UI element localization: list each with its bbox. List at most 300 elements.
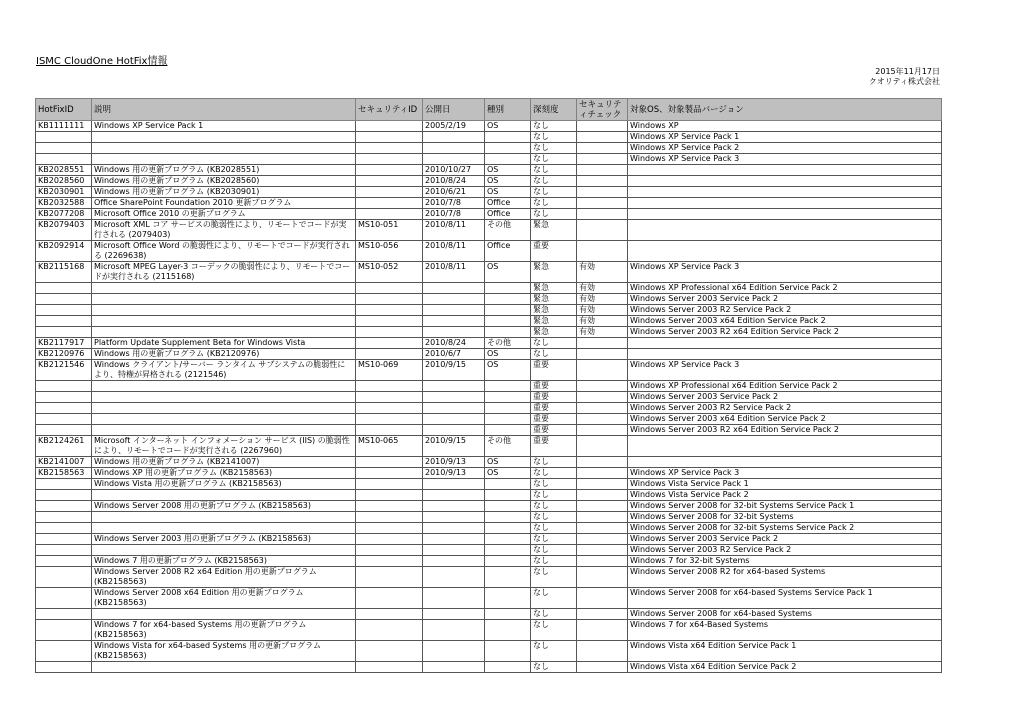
cell-type (485, 567, 531, 588)
col-description: 説明 (92, 99, 356, 121)
cell-hotfix-id (36, 490, 92, 501)
cell-severity: なし (531, 121, 577, 132)
cell-severity: なし (531, 534, 577, 545)
cell-hotfix-id (36, 392, 92, 403)
cell-security-check (577, 641, 628, 662)
table-row (36, 457, 942, 468)
cell-security-check: 有効 (577, 294, 628, 305)
cell-target-os: Windows 7 for 32-bit Systems (628, 556, 942, 567)
cell-publish-date (423, 641, 485, 662)
cell-hotfix-id: KB2028551 (36, 165, 92, 176)
cell-hotfix-id (36, 641, 92, 662)
cell-description (92, 403, 356, 414)
cell-type: OS (485, 187, 531, 198)
cell-hotfix-id: KB2028560 (36, 176, 92, 187)
cell-target-os: Windows Server 2003 R2 x64 Edition Service Pack 2 (628, 425, 942, 436)
cell-security-check (577, 392, 628, 403)
cell-type (485, 283, 531, 294)
table-row (36, 545, 942, 556)
cell-security-id: MS10-052 (356, 262, 423, 283)
cell-hotfix-id (36, 327, 92, 338)
cell-security-check (577, 121, 628, 132)
cell-hotfix-id (36, 132, 92, 143)
cell-publish-date: 2010/6/21 (423, 187, 485, 198)
cell-type (485, 609, 531, 620)
cell-publish-date (423, 501, 485, 512)
cell-hotfix-id (36, 305, 92, 316)
cell-security-id (356, 414, 423, 425)
table-row (36, 381, 942, 392)
cell-security-check (577, 620, 628, 641)
cell-type: Office (485, 241, 531, 262)
cell-target-os: Windows XP (628, 121, 942, 132)
cell-security-id (356, 468, 423, 479)
cell-severity: なし (531, 567, 577, 588)
cell-security-id (356, 381, 423, 392)
cell-security-id (356, 588, 423, 609)
cell-description (92, 609, 356, 620)
cell-description: Microsoft Office Word の脆弱性により、リモートでコードが実行される (2269638) (92, 241, 356, 262)
cell-security-check (577, 523, 628, 534)
cell-security-check (577, 545, 628, 556)
cell-hotfix-id (36, 512, 92, 523)
cell-severity: 重要 (531, 392, 577, 403)
table-row (36, 121, 942, 132)
cell-description: Windows Server 2008 x64 Edition 用の更新プログラム (KB2158563) (92, 588, 356, 609)
cell-severity: なし (531, 662, 577, 673)
cell-type (485, 294, 531, 305)
cell-security-check (577, 501, 628, 512)
cell-security-check: 有効 (577, 327, 628, 338)
cell-target-os: Windows Server 2003 x64 Edition Service Pack 2 (628, 316, 942, 327)
cell-target-os: Windows Vista Service Pack 1 (628, 479, 942, 490)
cell-target-os (628, 436, 942, 457)
cell-type: OS (485, 468, 531, 479)
cell-severity: なし (531, 209, 577, 220)
cell-security-id (356, 523, 423, 534)
cell-publish-date: 2010/8/11 (423, 241, 485, 262)
cell-target-os: Windows Server 2008 for x64-based Systems Service Pack 1 (628, 588, 942, 609)
cell-hotfix-id (36, 283, 92, 294)
cell-type: その他 (485, 338, 531, 349)
cell-description (92, 523, 356, 534)
table-row (36, 176, 942, 187)
cell-target-os: Windows Server 2003 Service Pack 2 (628, 392, 942, 403)
cell-severity: なし (531, 468, 577, 479)
cell-type (485, 512, 531, 523)
cell-security-id (356, 198, 423, 209)
table-row (36, 534, 942, 545)
cell-target-os (628, 176, 942, 187)
cell-type (485, 556, 531, 567)
cell-type (485, 381, 531, 392)
table-row (36, 501, 942, 512)
cell-publish-date: 2010/8/11 (423, 262, 485, 283)
table-row (36, 609, 942, 620)
cell-security-id (356, 349, 423, 360)
cell-security-id: MS10-056 (356, 241, 423, 262)
table-row (36, 327, 942, 338)
table-row (36, 490, 942, 501)
cell-description: Windows 用の更新プログラム (KB2120976) (92, 349, 356, 360)
table-row (36, 154, 942, 165)
cell-target-os (628, 209, 942, 220)
cell-severity: 緊急 (531, 262, 577, 283)
cell-security-id (356, 490, 423, 501)
cell-type: Office (485, 209, 531, 220)
cell-publish-date: 2010/9/13 (423, 457, 485, 468)
cell-type (485, 479, 531, 490)
cell-hotfix-id: KB2117917 (36, 338, 92, 349)
cell-severity: 重要 (531, 414, 577, 425)
cell-security-check (577, 165, 628, 176)
cell-type (485, 143, 531, 154)
cell-security-check (577, 534, 628, 545)
cell-security-id (356, 567, 423, 588)
cell-publish-date: 2005/2/19 (423, 121, 485, 132)
cell-type: OS (485, 349, 531, 360)
col-publish-date: 公開日 (423, 99, 485, 121)
cell-severity: なし (531, 187, 577, 198)
cell-publish-date (423, 523, 485, 534)
table-header-row (36, 99, 942, 121)
cell-security-id (356, 143, 423, 154)
cell-severity: 緊急 (531, 327, 577, 338)
cell-description: Windows 用の更新プログラム (KB2028560) (92, 176, 356, 187)
table-row (36, 403, 942, 414)
cell-severity: なし (531, 154, 577, 165)
cell-security-check (577, 457, 628, 468)
cell-target-os: Windows Server 2008 for 32-bit Systems (628, 512, 942, 523)
cell-publish-date (423, 294, 485, 305)
cell-security-id (356, 545, 423, 556)
cell-description: Platform Update Supplement Beta for Windows Vista (92, 338, 356, 349)
cell-description: Windows クライアント/サーバー ランタイム サブシステムの脆弱性により、特権が昇格される (2121546) (92, 360, 356, 381)
cell-description: Windows XP Service Pack 1 (92, 121, 356, 132)
cell-type: OS (485, 121, 531, 132)
cell-type: OS (485, 262, 531, 283)
table-row (36, 316, 942, 327)
cell-description: Office SharePoint Foundation 2010 更新プログラム (92, 198, 356, 209)
cell-hotfix-id (36, 294, 92, 305)
cell-description: Windows 用の更新プログラム (KB2030901) (92, 187, 356, 198)
cell-severity: なし (531, 349, 577, 360)
cell-severity: 緊急 (531, 316, 577, 327)
cell-type (485, 620, 531, 641)
cell-security-id (356, 338, 423, 349)
cell-target-os (628, 241, 942, 262)
cell-target-os (628, 220, 942, 241)
cell-publish-date: 2010/9/13 (423, 468, 485, 479)
cell-severity: なし (531, 556, 577, 567)
cell-security-id (356, 176, 423, 187)
cell-target-os: Windows Server 2003 Service Pack 2 (628, 294, 942, 305)
cell-type (485, 305, 531, 316)
cell-security-check: 有効 (577, 262, 628, 283)
cell-publish-date (423, 414, 485, 425)
cell-hotfix-id (36, 381, 92, 392)
cell-publish-date (423, 425, 485, 436)
cell-type: OS (485, 176, 531, 187)
cell-type: OS (485, 360, 531, 381)
cell-publish-date (423, 283, 485, 294)
cell-description (92, 662, 356, 673)
cell-severity: なし (531, 165, 577, 176)
cell-publish-date (423, 567, 485, 588)
cell-type (485, 154, 531, 165)
cell-security-id (356, 392, 423, 403)
cell-hotfix-id: KB2079403 (36, 220, 92, 241)
cell-target-os: Windows XP Service Pack 3 (628, 154, 942, 165)
cell-type (485, 641, 531, 662)
cell-security-check: 有効 (577, 305, 628, 316)
cell-type: OS (485, 457, 531, 468)
cell-target-os: Windows Server 2008 R2 for x64-based Systems (628, 567, 942, 588)
cell-security-id (356, 425, 423, 436)
cell-security-id (356, 209, 423, 220)
cell-security-id (356, 316, 423, 327)
cell-security-id: MS10-065 (356, 436, 423, 457)
cell-security-id (356, 132, 423, 143)
table-row (36, 662, 942, 673)
col-security-id: セキュリティID (356, 99, 423, 121)
table-row (36, 220, 942, 241)
cell-publish-date (423, 132, 485, 143)
cell-type (485, 414, 531, 425)
cell-description: Microsoft インターネット インフォメーション サービス (IIS) の脆弱性により、リモートでコードが実行される (2267960) (92, 436, 356, 457)
cell-security-id (356, 641, 423, 662)
cell-target-os (628, 187, 942, 198)
cell-description (92, 154, 356, 165)
table-row (36, 620, 942, 641)
cell-security-check (577, 403, 628, 414)
cell-security-check (577, 468, 628, 479)
cell-type (485, 316, 531, 327)
cell-publish-date (423, 556, 485, 567)
cell-publish-date (423, 143, 485, 154)
col-hotfix-id: HotFixID (36, 99, 92, 121)
cell-hotfix-id (36, 620, 92, 641)
cell-type (485, 523, 531, 534)
cell-security-check (577, 556, 628, 567)
cell-publish-date: 2010/10/27 (423, 165, 485, 176)
cell-type (485, 662, 531, 673)
col-security-check: セキュリティチェック (577, 99, 628, 121)
cell-description: Windows XP 用の更新プログラム (KB2158563) (92, 468, 356, 479)
cell-type: Office (485, 198, 531, 209)
table-row (36, 262, 942, 283)
cell-hotfix-id: KB1111111 (36, 121, 92, 132)
table-row (36, 209, 942, 220)
cell-severity: なし (531, 338, 577, 349)
company-name: クオリティ株式会社 (868, 77, 940, 86)
table-row (36, 198, 942, 209)
cell-severity: なし (531, 176, 577, 187)
cell-severity: 重要 (531, 381, 577, 392)
cell-type (485, 327, 531, 338)
cell-security-check (577, 360, 628, 381)
cell-target-os: Windows Server 2003 x64 Edition Service Pack 2 (628, 414, 942, 425)
cell-severity: 緊急 (531, 220, 577, 241)
cell-publish-date (423, 403, 485, 414)
cell-type (485, 490, 531, 501)
table-row (36, 132, 942, 143)
cell-description (92, 381, 356, 392)
cell-security-check (577, 176, 628, 187)
cell-type: その他 (485, 436, 531, 457)
cell-target-os: Windows XP Professional x64 Edition Service Pack 2 (628, 283, 942, 294)
table-row (36, 165, 942, 176)
cell-description: Windows Server 2003 用の更新プログラム (KB2158563) (92, 534, 356, 545)
table-row (36, 349, 942, 360)
cell-security-check (577, 381, 628, 392)
cell-hotfix-id: KB2032588 (36, 198, 92, 209)
cell-security-check (577, 479, 628, 490)
cell-severity: なし (531, 545, 577, 556)
cell-type (485, 425, 531, 436)
cell-hotfix-id (36, 501, 92, 512)
cell-publish-date (423, 609, 485, 620)
cell-type (485, 501, 531, 512)
table-row (36, 436, 942, 457)
cell-security-id (356, 121, 423, 132)
cell-security-check (577, 349, 628, 360)
cell-description (92, 294, 356, 305)
cell-security-check (577, 198, 628, 209)
cell-hotfix-id (36, 403, 92, 414)
cell-publish-date (423, 662, 485, 673)
cell-hotfix-id: KB2141007 (36, 457, 92, 468)
cell-description (92, 283, 356, 294)
cell-security-check (577, 220, 628, 241)
cell-severity: なし (531, 512, 577, 523)
cell-target-os: Windows XP Service Pack 3 (628, 262, 942, 283)
cell-severity: なし (531, 588, 577, 609)
cell-target-os: Windows Server 2008 for x64-based Systems (628, 609, 942, 620)
table-row (36, 523, 942, 534)
cell-hotfix-id: KB2115168 (36, 262, 92, 283)
cell-hotfix-id: KB2077208 (36, 209, 92, 220)
cell-security-check (577, 588, 628, 609)
cell-description: Windows 用の更新プログラム (KB2028551) (92, 165, 356, 176)
cell-severity: なし (531, 641, 577, 662)
cell-description: Windows Vista for x64-based Systems 用の更新プログラム (KB2158563) (92, 641, 356, 662)
cell-publish-date: 2010/8/24 (423, 338, 485, 349)
cell-security-id (356, 662, 423, 673)
cell-security-id (356, 556, 423, 567)
cell-hotfix-id (36, 545, 92, 556)
cell-hotfix-id: KB2124261 (36, 436, 92, 457)
cell-type (485, 534, 531, 545)
cell-security-check (577, 187, 628, 198)
cell-security-id (356, 283, 423, 294)
cell-target-os: Windows XP Professional x64 Edition Service Pack 2 (628, 381, 942, 392)
cell-security-id (356, 305, 423, 316)
table-row (36, 567, 942, 588)
table-row (36, 143, 942, 154)
cell-description (92, 490, 356, 501)
cell-hotfix-id (36, 414, 92, 425)
document-title: ISMC CloudOne HotFix情報 (36, 56, 168, 67)
cell-severity: 緊急 (531, 305, 577, 316)
cell-severity: なし (531, 620, 577, 641)
cell-description: Microsoft MPEG Layer-3 コーデックの脆弱性により、リモートでコードが実行される (2115168) (92, 262, 356, 283)
table-row (36, 425, 942, 436)
cell-security-id (356, 154, 423, 165)
cell-hotfix-id (36, 479, 92, 490)
cell-description: Windows 用の更新プログラム (KB2141007) (92, 457, 356, 468)
cell-description (92, 132, 356, 143)
cell-security-id (356, 294, 423, 305)
cell-description (92, 414, 356, 425)
cell-publish-date: 2010/7/8 (423, 209, 485, 220)
table-row (36, 556, 942, 567)
cell-security-id (356, 534, 423, 545)
cell-security-id (356, 501, 423, 512)
col-severity: 深刻度 (531, 99, 577, 121)
cell-publish-date: 2010/9/15 (423, 360, 485, 381)
cell-description: Windows Server 2008 R2 x64 Edition 用の更新プログラム (KB2158563) (92, 567, 356, 588)
cell-severity: なし (531, 457, 577, 468)
cell-hotfix-id (36, 534, 92, 545)
cell-description: Windows Server 2008 用の更新プログラム (KB2158563) (92, 501, 356, 512)
cell-publish-date (423, 154, 485, 165)
cell-security-check (577, 154, 628, 165)
cell-type (485, 132, 531, 143)
cell-hotfix-id (36, 556, 92, 567)
cell-security-id (356, 165, 423, 176)
cell-target-os: Windows Server 2003 R2 Service Pack 2 (628, 403, 942, 414)
table-row (36, 294, 942, 305)
cell-severity: 緊急 (531, 283, 577, 294)
cell-hotfix-id: KB2030901 (36, 187, 92, 198)
cell-security-id (356, 457, 423, 468)
cell-security-check: 有効 (577, 316, 628, 327)
cell-target-os: Windows Vista Service Pack 2 (628, 490, 942, 501)
cell-description (92, 545, 356, 556)
table-row (36, 392, 942, 403)
cell-security-check (577, 512, 628, 523)
cell-description (92, 316, 356, 327)
cell-publish-date (423, 392, 485, 403)
cell-publish-date (423, 512, 485, 523)
cell-target-os: Windows 7 for x64-Based Systems (628, 620, 942, 641)
cell-hotfix-id (36, 425, 92, 436)
cell-security-check (577, 338, 628, 349)
table-row (36, 338, 942, 349)
cell-type (485, 588, 531, 609)
cell-target-os: Windows Vista x64 Edition Service Pack 1 (628, 641, 942, 662)
cell-publish-date: 2010/6/7 (423, 349, 485, 360)
cell-publish-date (423, 479, 485, 490)
cell-target-os: Windows Server 2003 R2 Service Pack 2 (628, 545, 942, 556)
cell-publish-date: 2010/7/8 (423, 198, 485, 209)
cell-security-id (356, 512, 423, 523)
cell-hotfix-id (36, 567, 92, 588)
hotfix-table (35, 98, 942, 673)
cell-severity: なし (531, 198, 577, 209)
cell-severity: なし (531, 609, 577, 620)
cell-security-check (577, 132, 628, 143)
table-row (36, 187, 942, 198)
cell-hotfix-id (36, 316, 92, 327)
table-row (36, 305, 942, 316)
cell-hotfix-id: KB2121546 (36, 360, 92, 381)
cell-security-id: MS10-051 (356, 220, 423, 241)
table-row (36, 512, 942, 523)
cell-security-check (577, 490, 628, 501)
cell-severity: 重要 (531, 436, 577, 457)
